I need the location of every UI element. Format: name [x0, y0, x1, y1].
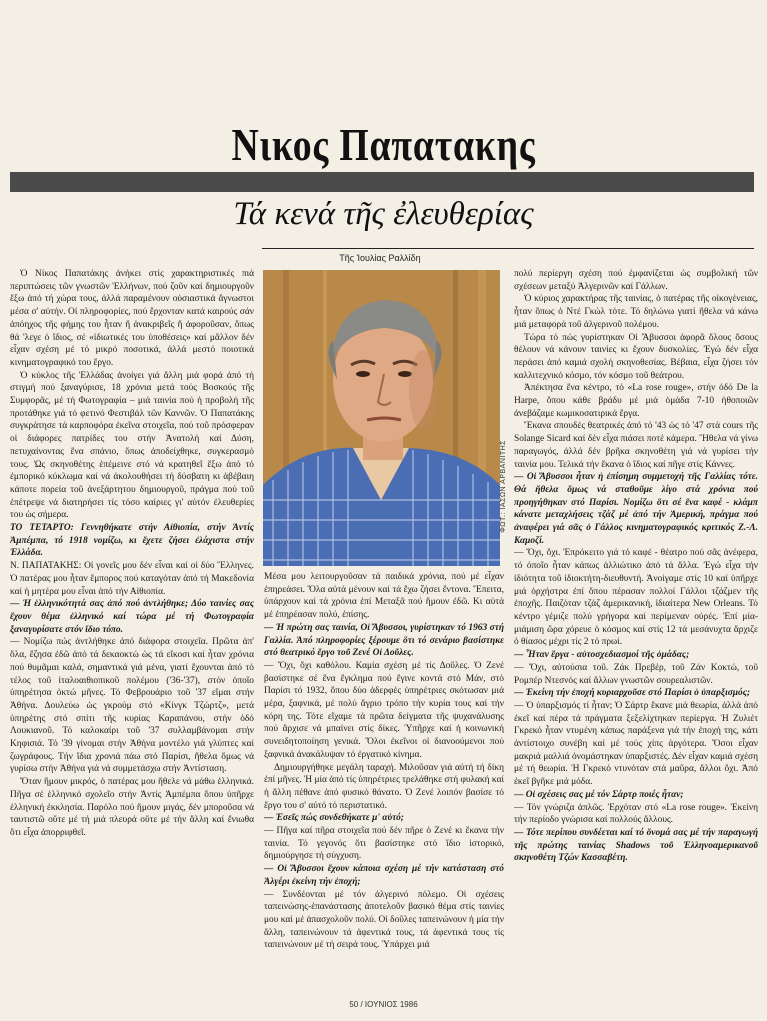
interview-question: — Τότε περίπου συνδέεται καί τό ὄνομά σας μέ τήν παραγωγή τῆς πρώτης ταινίας Shadows τοῦ Ἑλληνοαμερικανοῦ σκηνοθέτη Τζών Κασσαβέτη. [514, 827, 758, 864]
interview-question: — Ἦταν ἔργα - αὐτοσχεδιασμοί τῆς ὁμάδας; [514, 650, 690, 661]
interview-answer: — Συνδέονται μέ τόν ἀλγερινό πόλεμο. Οἱ σχέσεις ταπεινώσης-ἐπανάστασης ἀποτελοῦν βασικό θέμα στίς ταινίες μου καί μέ ἀπασχολοῦν πολύ. Οἱ δοῦλες ταπεινώνουν ἡ μία τήν ἄλλη, ταπεινώνουν τά ἀφεντικά τους, τά ἀφεντικά τους τίς ταπεινώνουν μέ τή σειρά τους. Ὑπάρχει μιά [264, 889, 504, 951]
text-column-2 [264, 571, 504, 991]
paragraph: Ἀπέκτησα ἕνα κέντρο, τό «La rose rouge», στήν ὁδό De la Harpe, ὅπου κάθε βράδυ μέ μιά ὁμάδα 7-10 ἠθοποιῶν ἀνεβάζαμε κωμικοσατιρικά ἔργα. [514, 383, 758, 419]
interview-answer: — Πῆγα καί πῆρα στοιχεῖα πού δέν πῆρε ὁ Ζενέ κι ἔκανα τήν ταινία. Τό γεγονός ὅτι βασίστηκε στό ἴδιο ἱστορικό, δημιούργησε τή σύγχυση. [264, 826, 504, 862]
photo-credit: ΦΩΤ.: ΙΑΣΩΝ ΑΡΒΑΝΙΤΗΣ [500, 440, 507, 533]
interview-answer: — Ὄχι, αὐτούσια τοῦ. Ζάκ Πρεβέρ, τοῦ Ζάν Κοκτώ, τοῦ Ρομπέρ Ντεσνός καί ἄλλων γνωστῶν σουρεαλιστῶν. [514, 662, 758, 686]
interview-answer: — Ὁ ὑπαρξισμός τί ἦταν; Ὁ Σάρτρ ἔκανε μιά θεωρία, ἀλλά ἀπό ἐκεῖ καί πέρα τά πράγματα ξεξελίχτηκαν περίεργα. Ἡ Ζυλιέτ Γκρεκό ἦταν ντυμένη κάπως παράξενα γιά τήν ἐποχή της, κάτι ἀντίστοιχο συνέβη καί μέ τούς χίπς ἀργότερα. Ὅσοι εἶχαν μακριά μαλλιά ὀνομάστηκαν ὑπαρξιστές. Δέν εἶχαν καμιά σχέση μέ τή θεωρία. Ἡ Γκρεκό ντυνόταν στά μαῦρα, ἄλλοι ὄχι. Ἀπό ἐκεῖ βγῆκε μιά μόδα. [514, 700, 758, 788]
title-band [10, 172, 754, 192]
interview-question: — Οἱ Ἄβυσσοι ἔχουν κάποια σχέση μέ τήν κατάσταση στό Ἀλγέρι ἐκείνη τήν ἐποχή; [264, 864, 504, 887]
interview-answer: Δημιουργήθηκε μεγάλη ταραχή. Μιλοῦσαν γιά αὐτή τή δίκη ἐπί μῆνες. Ἡ μία ἀπό τίς ὑπηρέτριες τρελάθηκε στή φυλακή καί ἡ ἄλλη πέθανε ἀπό φυσικό θάνατο. Ὁ Ζενέ λοιπόν βασίσε τό ἔργο του σ' αὐτό τό περιστατικό. [264, 762, 504, 811]
interview-question: — Ἐσεῖς πώς συνδεθήκατε μ' αὐτό; [264, 813, 404, 824]
interview-question: — Οἱ σχέσεις σας μέ τόν Σάρτρ ποιές ἦταν; [514, 789, 684, 800]
portrait-photo [263, 270, 500, 566]
paragraph: Μέσα μου λειτουργοῦσαν τά παιδικά χρόνια, πού μέ εἶχαν ἐπηρεάσει. Ὅλα αὐτά μένουν καί τά ἔχω ζήσει ἔντονα. Ἔπειτα, ὑπάρχουν καί τά χρόνια ἐπί Μεταξᾶ πού ἤμουν ἐδῶ. Κι αὐτά μέ ἐπηρέασαν πολύ, ἐπίσης. [264, 572, 504, 621]
interview-answer: — Ὄχι, ὄχι. Ἐπρόκειτο γιά τό καφέ - θέατρο πού σᾶς ἀνέφερα, τό ὁποῖο ἦταν κάπως ἀλλιώτικο ἀπό τά ἄλλα. Ἐγώ εἶχα τήν ἰδιότητα τοῦ ἰδιοκτήτη-διευθυντή. Ἀνοίγαμε στίς 10 καί ὑπῆρχε μιά ὀρχήστρα ἐπί ὅπου πέρασαν πολλοί Γάλλοι τζάζμεν τῆς ἐποχῆς. Παιζόταν τζάζ ἀμερικανική, ἰδιαίτερα New Orleans. Τό κέντρο γέμιζε πολύ γρήγορα καί περίμεναν οὐρές. Ἐπί μία-μιάμιση ὥρα χόρευε ὁ κόσμος καί στίς 12 τά μεσάνυχτα ἄρχιζε ὁ θίασος μέχρι τίς 2 τό πρωί. [514, 548, 758, 648]
interview-answer: — Τόν γνώριζα ἁπλῶς. Ἐρχόταν στό «La rose rouge». Ἐκείνη τήν περίοδο γνώρισα καί πολλούς ἄλλους. [514, 802, 758, 826]
subtitle-rule [262, 248, 754, 249]
portrait-illustration [263, 270, 500, 566]
interview-answer: Ὅταν ἤμουν μικρός, ὁ πατέρας μου ἤθελε νά μάθω ἑλληνικά. Πῆγα σέ ἑλληνικό σχολεῖο στήν Ἀντίς Ἀμπέμπα ὅπου ὑπῆρχε ἑλληνική ἐκκλησία. Παρόλο πού ἤμουν μιγάς, δέν μποροῦσα νά ταυτιστῶ οὔτε μέ τή μιά πλευρά οὔτε μέ τήν ἄλλη καί ἔνιωθα ὅτι εἶχα ἀπορριφθεῖ. [10, 777, 254, 838]
paragraph: πολύ περίεργη σχέση πού ἐμφανίζεται ὡς συμβολική τῶν σχέσεων μεταξύ Ἀλγερινῶν καί Γάλλων. [514, 269, 758, 292]
interview-answer: — Ὄχι, ὄχι καθόλου. Καμία σχέση μέ τίς Δοῦλες. Ὁ Ζενέ βασίστηκε σέ ἕνα ἔγκλημα πού ἔγινε κοντά στό Μάν, στό Παρίσι τό 1932, ὅπου δύο ἀδερφές ὑπηρέτριες σκότωσαν μιά μέρα, ξαφνικά, μέ πολύ ἄγριο τρόπο τήν κυρία τους καί τήν κόρη της. Τότε εἴχαμε τά πρῶτα δείγματα τῆς ψυχανάλυσης πού ἄρχισε νά μπαίνει στίς δίκες. Ὑπῆρχε καί ἡ κοινωνική συνειδητοποίηση γενικά. Ὅλοι ἐκεῖνοι οἱ διανοούμενοι πού ξαφνικά ἀνακάλυψαν τό ἐργατικό κίνημα. [264, 660, 504, 760]
paragraph: Ὁ Νίκος Παπατάκης ἀνήκει στίς χαρακτηριστικές πιά περιπτώσεις τῶν γνωστῶν Ἑλλήνων, πού ζοῦν καί δημιουργοῦν ἔξω ἀπό τή χώρα τους, ἀλλά παραμένουν οὐσιαστικά ἄγνωστοι μέσα σ' αὐτήν. Οἱ πληροφορίες, πού ἔρχονταν κατά καιρούς σάν ἀπόηχος τῆς φήμης του ἦταν ἤ ἀνακριβεῖς ἤ ἀφοροῦσαν, ὅπως θά 'λεγε ὁ ἴδιος, σέ «ἰδιωτικές του ὑποθέσεις» καί μᾶλλον δέν εἶχαν σχέση μέ τό μικρό ποσοτικά, ἀλλά μεστό ποιοτικά κινηματογραφικό του ἔργο. [10, 269, 254, 368]
interview-question: — Ἡ πρώτη σας ταινία, Οἱ Ἄβυσσοι, γυρίστηκαν τό 1963 στή Γαλλία. Ἀπό πληροφορίες ξέρουμε ὅτι τό σενάριο βασίστηκε στό θεατρικό ἔργο τοῦ Ζενέ Οἱ Δοῦλες. [264, 622, 504, 659]
interview-question: — Ἐκείνη τήν ἐποχή κυριαρχοῦσε στό Παρίσι ὁ ὑπαρξισμός; [514, 688, 751, 699]
paragraph: Ὁ κύκλος τῆς Ἑλλάδας ἀνοίγει γιά ἄλλη μιά φορά ἀπό τή στιγμή πού ξαναγύρισε, 18 χρόνια μετά τούς Βοσκούς τῆς Συμφορᾶς, μέ τή Φωτογραφία – μιά ταινία πού ἡ προβολή τῆς προτάθηκε γιά τό φετινό Φεστιβάλ τῶν Καννῶν. Ὁ Παπατάκης συγκράτησε τά καρποφόρα ἐκεῖνα στοιχεῖα, πού τοῦ πρόσφεραν οἱ διάφορες πατρίδες του στήν Ἀνατολή καί Δύση, πετυχαίνοντας ἕνα σπάνιο, ὅπως ἀποδείχθηκε, συγκερασμό τους. Ὡς σκηνοθέτης ἐπέμεινε στό νά κρατηθεῖ ἔξω ἀπό τό ἐμπορικό κύκλωμα καί νά ἀκολουθήσει τή δύσβατη κι ἀβέβαιη κάποτε πορεία τοῦ ἀνεξάρτητου δημιουργοῦ, πράγμα πού τοῦ ἐπέτρεψε νά διατηρήσει τίς τόσο καίριες γι' αὐτόν ἐλευθερίες του ὡς σήμερα. [10, 370, 254, 521]
text-column-1 [10, 268, 254, 988]
interview-question: — Οἱ Ἄβυσσοι ἦταν ἡ ἐπίσημη συμμετοχή τῆς Γαλλίας τότε. Θά ἤθελα ὅμως νά σταθοῦμε λίγο στά χρόνια πού προηγήθηκαν στό Παρίσι. Νομίζω ὅτι σέ ἕνα καφέ - κλάμπ κάνατε μεταχλήσεις τζάζ μέ ἀπό τήν Ἀμερική, πράγμα πού ἀναφέρει γιά σᾶς ὁ Γάλλος κινηματογραφικός κριτικός Ζ.-Λ. Καμοζί. [514, 472, 758, 546]
article-title: Νικος Παπατακης [231, 119, 536, 170]
interview-question: — Ἡ ἑλληνικότητά σας ἀπό πού ἀντλήθηκε; Δύο ταινίες σας ἔχουν θέμα ἑλληνικό καί τώρα μέ τή Φωτογραφία ξαναγυρίσατε στόν ἴδιο τόπο. [10, 599, 254, 635]
interview-answer: — Νομίζω πώς ἀντλήθηκε ἀπό διάφορα στοιχεῖα. Πρῶτα ἀπ' ὅλα, ἔζησα ἐδῶ ἀπό τά δεκαοκτώ ὡς τά εἴκοσι καί ἦταν χρόνια πού θυμᾶμαι καλά, σημαντικά γιά μένα, γιατί ἔχουνται ἀπό τό τέλος τοῦ ἰταλοαιθιοπικοῦ πολέμου ('36-'37), στόν ὁποῖο ὑπηρέτησα ὀκτώ μῆνες. Τό Φεβρουάριο τοῦ '37 εἴμαι στήν Ἀθήνα. Δουλεύω ὡς γκρούμ στό «Κίνγκ Τζώρτζ», μετά ὑπηρέτης στό σπίτι τῆς κυρίας Καραπάνου, στήν ὁδό Λουκιανοῦ. Τό καλοκαίρι τοῦ '37 συλλαμβάνομαι στήν Κηφισιά. Τό '39 γίνομαι στήν Ἀθήνα μοντέλο γιά γλύπτες καί ζωγράφους. Τήν ἴδια χρονιά πάω στό Παρίσι, ἤθελα ὅμως νά γυρίσω στήν Ἀθήνα γιά νά συμμετάσχω στήν Ἀντίσταση. [10, 637, 254, 775]
interview-answer: Ν. ΠΑΠΑΤΑΚΗΣ: Οἱ γονεῖς μου δέν εἶναι καί οἱ δύο Ἕλληνες. Ὁ πατέρας μου ἦταν ἔμπορος πού καταγόταν ἀπό τή Μακεδονία καί ἡ μητέρα μου εἶναι ἀπό τήν Αἰθιοπία. [10, 561, 254, 597]
paragraph: Τώρα τό πώς γυρίστηκαν Οἱ Ἄβυσσοι ἀφορᾶ ὅλους ὅσους θέλουν νά κάνουν ταινίες κι ἔχουν δυσκολίες. Ἐγώ δέν εἶχα περάσει ἀπό καμιά σχολή σκηνοθεσίας. Βέβαια, εἶχα ζήσει τόν καλλιτεχνικό κόσμο, τόν κόσμο τοῦ θεάτρου. [514, 332, 758, 381]
page-footer: 50 / ΙΟΥΝΙΟΣ 1986 [349, 1000, 418, 1009]
paragraph: Ὁ κύριος χαρακτήρας τῆς ταινίας, ὁ πατέρας τῆς οἰκογένειας, ἦταν ὅπως ὁ Ντέ Γκώλ τότε. Τό δηλώνω γιατί ἤθελα νά κάνω μιά μεταφορά τοῦ ἀλγερινοῦ πολέμου. [514, 294, 758, 330]
paragraph: Ἔκανα σπουδές θεατρικές ἀπό τό '43 ὡς τό '47 στά cours τῆς Solange Sicard καί δέν εἶχα πιάσει ποτέ κάμερα. Ἤθελα νά γίνω παραγωγός, ἀλλά δέν βρῆκα σκηνοθέτη γιά νά γυρίσει τήν ταινία μου. Τελικά τήν ἔκανα ὁ ἴδιος καί πῆγε στίς Κάννες. [514, 421, 758, 470]
byline: Τῆς Ἰουλίας Ραλλίδη [339, 253, 421, 263]
article-subtitle: Τά κενά τῆς ἐλευθερίας [233, 196, 534, 232]
interview-question: ΤΟ ΤΕΤΑΡΤΟ: Γεννηθήκατε στήν Αἰθιοπία, στήν Ἀντίς Ἀμπέμπα, τό 1918 νομίζω, κι ἔχετε ζήσει ἐλάχιστα στήν Ἑλλάδα. [10, 523, 254, 559]
text-column-3 [514, 268, 758, 988]
